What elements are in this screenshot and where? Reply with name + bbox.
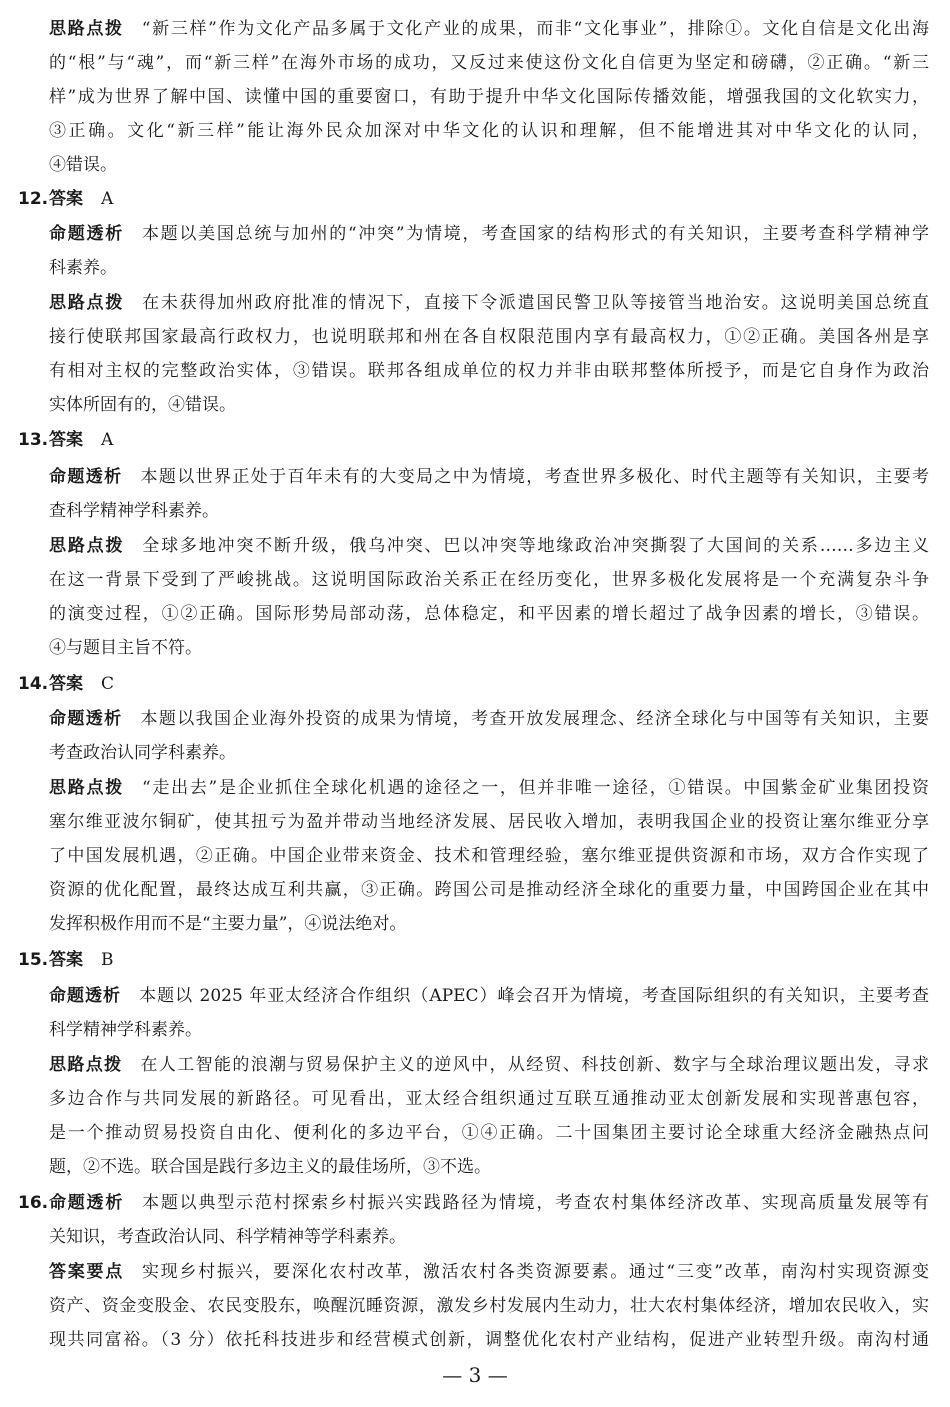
- text-line: 资产、资金变股金、农民变股东，唤醒沉睡资源，激发乡村发展内生动力，壮大农村集体经济，增加农民收入，实: [49, 1296, 929, 1316]
- section-label: 命题透析: [49, 224, 124, 244]
- text-line: 思路点拨 在人工智能的浪潮与贸易保护主义的逆风中，从经贸、科技创新、数字与全球治理议题出发，寻求: [49, 1055, 929, 1075]
- answer-line: [49, 423, 929, 457]
- answer-choice: A: [101, 189, 114, 209]
- question-number: 16.: [18, 1193, 49, 1213]
- section-label: 思路点拨: [49, 778, 124, 798]
- answer-label: 答案: [49, 430, 83, 450]
- text-line: ④与题目主旨不符。: [49, 638, 202, 658]
- text-line: 关知识，考查政治认同、科学精神等学科素养。: [49, 1227, 406, 1247]
- text-line: 命题透析 本题以 2025 年亚太经济合作组织（APEC）峰会召开为情境，考查国际组织的有关知识，主要考查: [49, 986, 929, 1006]
- text-line: 塞尔维亚波尔铜矿，使其扭亏为盈并带动当地经济发展、居民收入增加，表明我国企业的投资让塞尔维亚分享: [49, 812, 929, 832]
- text-line: 命题透析 本题以典型示范村探索乡村振兴实践路径为情境，考查农村集体经济改革、实现高质量发展等有: [49, 1193, 929, 1213]
- text-line: 实体所固有的，④错误。: [49, 395, 236, 415]
- text-line: 题，②不选。联合国是践行多边主义的最佳场所，③不选。: [49, 1157, 491, 1177]
- question-number: 14.: [18, 674, 49, 694]
- text-line: 思路点拨 在未获得加州政府批准的情况下，直接下令派遣国民警卫队等接管当地治安。这说明美国总统直: [49, 293, 929, 313]
- text-line: 现共同富裕。（3 分）依托科技进步和经营模式创新，调整优化农村产业结构，促进产业转型升级。南沟村通: [49, 1330, 929, 1350]
- answer-line: [49, 943, 929, 977]
- section-label: 命题透析: [49, 467, 123, 487]
- text-line: 答案要点 实现乡村振兴，要深化农村改革，激活农村各类资源要素。通过“三变”改革，南沟村实现资源变: [49, 1262, 929, 1282]
- answer-line: [49, 667, 929, 701]
- text-line: ③正确。文化“新三样”能让海外民众加深对中华文化的认识和理解，但不能增进其对中华文化的认同，: [49, 121, 929, 141]
- answer-choice: C: [101, 674, 115, 694]
- page-number: — 3 —: [442, 1363, 508, 1387]
- text-line: 科素养。: [49, 258, 117, 278]
- text-line: 科学精神学科素养。: [49, 1020, 202, 1040]
- text-line: 了中国发展机遇，②正确。中国企业带来资金、技术和管理经验，塞尔维亚提供资源和市场，双方合作实现了: [49, 846, 929, 866]
- text-line: 考查政治认同学科素养。: [49, 743, 236, 763]
- question-number: 12.: [18, 189, 49, 209]
- text-line: 命题透析 本题以世界正处于百年未有的大变局之中为情境，考查世界多极化、时代主题等有关知识，主要考: [49, 467, 929, 487]
- text-line: 命题透析 本题以美国总统与加州的“冲突”为情境，考查国家的结构形式的有关知识，主要考查科学精神学: [49, 224, 929, 244]
- text-line: 思路点拨 “新三样”作为文化产品多属于文化产业的成果，而非“文化事业”，排除①。文化自信是文化出海: [49, 19, 929, 39]
- answer-label: 答案: [49, 950, 83, 970]
- section-label: 答案要点: [49, 1262, 124, 1282]
- text-line: 多边合作与共同发展的新路径。可见看出，亚太经合组织通过互联互通推动亚太创新发展和实现普惠包容，: [49, 1089, 929, 1109]
- section-label: 命题透析: [49, 709, 123, 729]
- answer-label: 答案: [49, 189, 83, 209]
- text-line: 思路点拨 “走出去”是企业抓住全球化机遇的途径之一，但并非唯一途径，①错误。中国紫金矿业集团投资: [49, 778, 929, 798]
- section-label: 思路点拨: [49, 1055, 123, 1075]
- section-label: 思路点拨: [49, 293, 125, 313]
- answer-choice: B: [101, 950, 114, 970]
- text-line: 的“根”与“魂”，而“新三样”在海外市场的成功，又反过来使这份文化自信更为坚定和磅礴，②正确。“新三: [49, 53, 929, 73]
- text-line: 在这一背景下受到了严峻挑战。这说明国际政治关系正在经历变化，世界多极化发展将是一个充满复杂斗争: [49, 570, 929, 590]
- question-number: 15.: [18, 950, 49, 970]
- text-line: 是一个推动贸易投资自由化、便利化的多边平台，①④正确。二十国集团主要讨论全球重大经济金融热点问: [49, 1123, 929, 1143]
- text-line: 查科学精神学科素养。: [49, 501, 219, 521]
- text-line: 样”成为世界了解中国、读懂中国的重要窗口，有助于提升中华文化国际传播效能，增强我国的文化软实力，: [49, 87, 929, 107]
- answer-label: 答案: [49, 674, 83, 694]
- section-label: 命题透析: [49, 986, 122, 1006]
- text-line: ④错误。: [49, 155, 117, 175]
- text-line: 思路点拨 全球多地冲突不断升级，俄乌冲突、巴以冲突等地缘政治冲突撕裂了大国间的关系……多边主义: [49, 536, 929, 556]
- answer-choice: A: [101, 430, 114, 450]
- text-line: 命题透析 本题以我国企业海外投资的成果为情境，考查开放发展理念、经济全球化与中国等有关知识，主要: [49, 709, 929, 729]
- question-number: 13.: [18, 430, 49, 450]
- text-line: 接行使联邦国家最高行政权力，也说明联邦和州在各自权限范围内享有最高权力，①②正确。美国各州是享: [49, 327, 929, 347]
- text-line: 发挥积极作用而不是“主要力量”，④说法绝对。: [49, 914, 407, 934]
- section-label: 思路点拨: [49, 19, 124, 39]
- text-line: 的演变过程，①②正确。国际形势局部动荡，总体稳定，和平因素的增长超过了战争因素的增长，③错误。: [49, 604, 929, 624]
- section-label: 命题透析: [49, 1193, 125, 1213]
- text-line: 资源的优化配置，最终达成互利共赢，③正确。跨国公司是推动经济全球化的重要力量，中国跨国企业在其中: [49, 880, 929, 900]
- section-label: 思路点拨: [49, 536, 125, 556]
- text-line: 有相对主权的完整政治实体，③错误。联邦各组成单位的权力并非由联邦整体所授予，而是它自身作为政治: [49, 361, 929, 381]
- answer-line: [49, 182, 929, 216]
